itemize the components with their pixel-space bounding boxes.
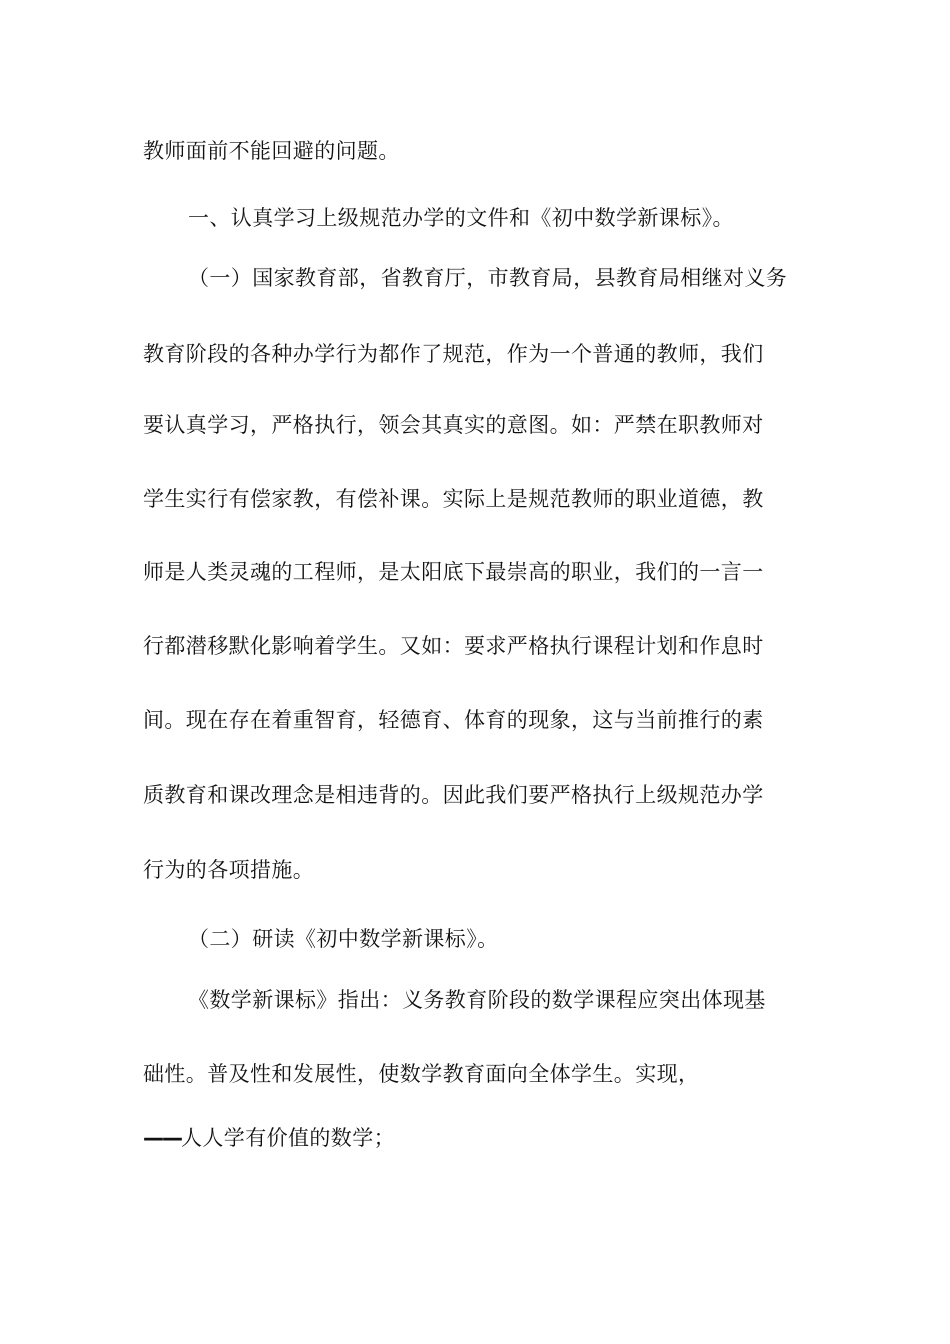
subsection-line: （一）国家教育部，省教育厅，市教育局，县教育局相继对义务 xyxy=(188,266,788,290)
paragraph-line: 学生实行有偿家教，有偿补课。实际上是规范教师的职业道德，教 xyxy=(143,487,764,511)
paragraph-line: 础性。普及性和发展性，使数学教育面向全体学生。实现， xyxy=(143,1062,700,1086)
paragraph-line: 《数学新课标》指出：义务教育阶段的数学课程应突出体现基 xyxy=(188,988,766,1012)
em-dash: —— xyxy=(143,1126,181,1150)
list-item xyxy=(143,1124,395,1152)
subsection-heading: （二）研读《初中数学新课标》。 xyxy=(188,927,499,951)
paragraph-line: 行为的各项措施。 xyxy=(143,858,315,882)
paragraph-line: 要认真学习，严格执行，领会其真实的意图。如：严禁在职教师对 xyxy=(143,413,764,437)
paragraph-line: 教育阶段的各种办学行为都作了规范，作为一个普通的教师，我们 xyxy=(143,342,764,366)
list-item-text: 人人学有价值的数学； xyxy=(181,1126,395,1150)
paragraph-line: 间。现在存在着重智育，轻德育、体育的现象，这与当前推行的素 xyxy=(143,708,764,732)
section-heading: 一、认真学习上级规范办学的文件和《初中数学新课标》。 xyxy=(188,206,734,230)
paragraph-line: 教师面前不能回避的问题。 xyxy=(143,139,400,163)
paragraph-line: 师是人类灵魂的工程师，是太阳底下最崇高的职业，我们的一言一 xyxy=(143,560,764,584)
paragraph-line: 质教育和课改理念是相违背的。因此我们要严格执行上级规范办学 xyxy=(143,783,764,807)
paragraph-line: 行都潜移默化影响着学生。又如：要求严格执行课程计划和作息时 xyxy=(143,634,764,658)
